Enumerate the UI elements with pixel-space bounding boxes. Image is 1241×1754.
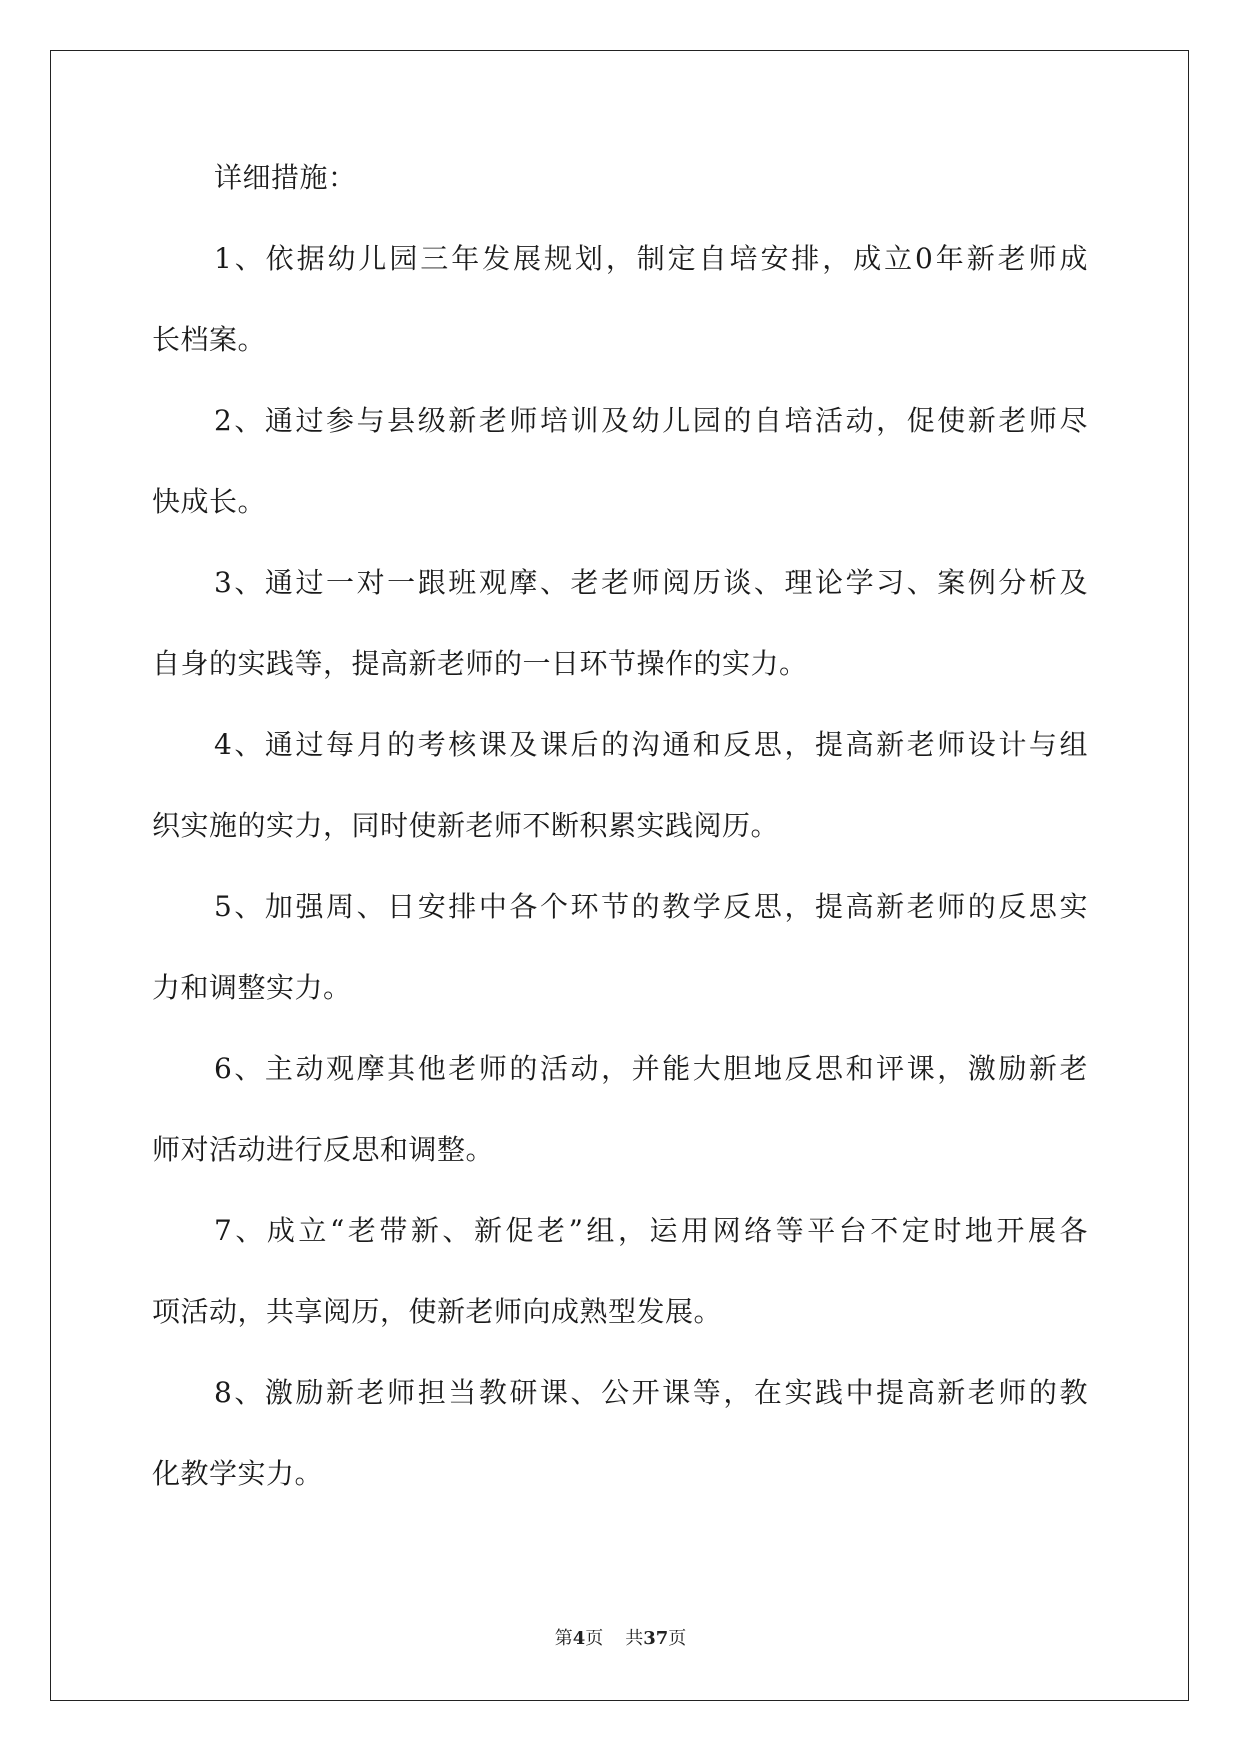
document-body <box>152 160 1088 1537</box>
page-prefix: 第 <box>554 1628 573 1649</box>
paragraph-1-line-1: 1、依据幼儿园三年发展规划，制定自培安排，成立0年新老师成 <box>214 242 1088 275</box>
paragraph-8-line-2: 化教学实力。 <box>152 1457 324 1490</box>
paragraph-6-line-2: 师对活动进行反思和调整。 <box>152 1133 495 1166</box>
paragraph-6-line-1: 6、主动观摩其他老师的活动，并能大胆地反思和评课，激励新老 <box>214 1052 1088 1085</box>
paragraph-7-line-1: 7、成立“老带新、新促老”组，运用网络等平台不定时地开展各 <box>214 1214 1088 1247</box>
paragraph-2-line-2: 快成长。 <box>152 485 267 518</box>
paragraph-4-line-2: 织实施的实力，同时使新老师不断积累实践阅历。 <box>152 809 780 842</box>
paragraph-1-line-2: 长档案。 <box>152 323 267 356</box>
paragraph-2-line-1: 2、通过参与县级新老师培训及幼儿园的自培活动，促使新老师尽 <box>214 404 1088 437</box>
page-suffix: 页 <box>585 1628 604 1649</box>
page-footer <box>0 1628 1241 1650</box>
paragraph-7-line-2: 项活动，共享阅历，使新老师向成熟型发展。 <box>152 1295 723 1328</box>
total-pages: 37 <box>643 1628 669 1649</box>
section-heading: 详细措施： <box>214 161 357 194</box>
paragraph-3-line-2: 自身的实践等，提高新老师的一日环节操作的实力。 <box>152 647 808 680</box>
paragraph-8-line-1: 8、激励新老师担当教研课、公开课等，在实践中提高新老师的教 <box>214 1376 1088 1409</box>
paragraph-5-line-2: 力和调整实力。 <box>152 971 352 1004</box>
paragraph-3-line-1: 3、通过一对一跟班观摩、老老师阅历谈、理论学习、案例分析及 <box>214 566 1088 599</box>
page-number: 4 <box>572 1628 586 1649</box>
total-suffix: 页 <box>668 1628 687 1649</box>
total-prefix: 共 <box>625 1628 644 1649</box>
paragraph-4-line-1: 4、通过每月的考核课及课后的沟通和反思，提高新老师设计与组 <box>214 728 1088 761</box>
paragraph-5-line-1: 5、加强周、日安排中各个环节的教学反思，提高新老师的反思实 <box>214 890 1088 923</box>
